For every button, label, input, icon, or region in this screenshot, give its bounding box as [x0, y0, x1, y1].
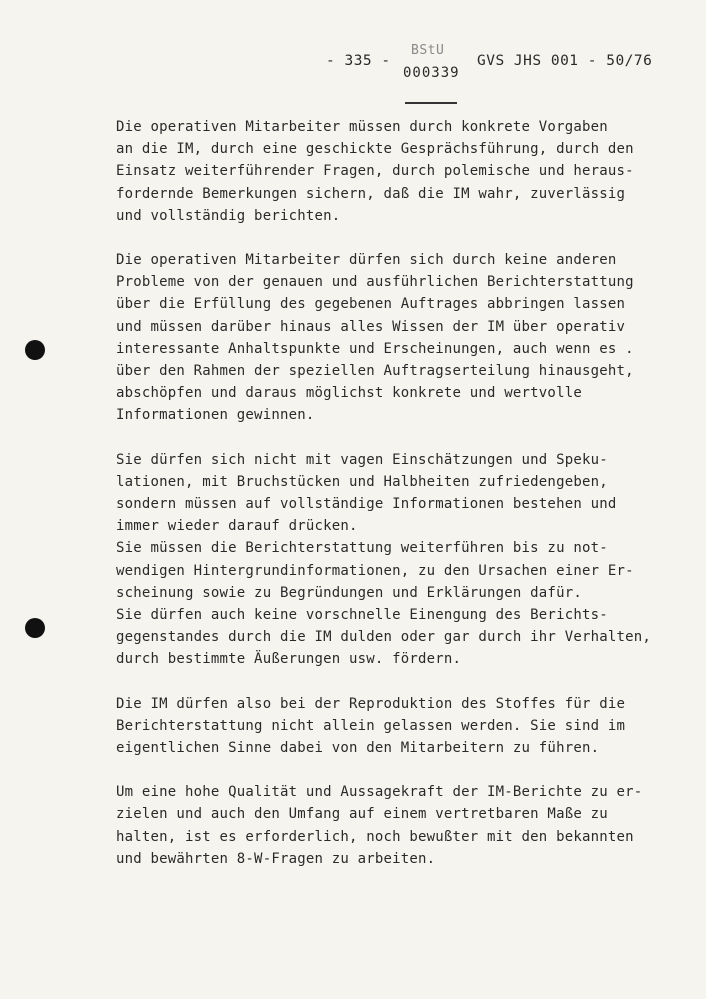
paragraph-gap	[116, 671, 676, 693]
body-text	[116, 116, 676, 870]
archive-stamp-label: BStU	[411, 43, 445, 58]
document-reference: GVS JHS 001 - 50/76	[477, 53, 653, 69]
punch-hole-top	[25, 340, 45, 360]
paragraph: Die operativen Mitarbeiter dürfen sich durch keine anderen Probleme von der genauen und ausführlichen Berichterstattung über die Erfüllung des gegebenen Auftrages abbringen lassen und müssen darüber hinaus alles Wissen der IM über operativ interessante Anhaltspunkte und Erscheinungen, auch wenn es . über den Rahmen der speziellen Auftragserteilung hinausgeht, abschöpfen und daraus möglichst konkrete und wertvolle Informationen gewinnen.	[116, 252, 634, 424]
page-number: - 335 -	[326, 53, 391, 69]
paragraph-gap	[116, 427, 676, 449]
paragraph: Sie dürfen sich nicht mit vagen Einschätzungen und Speku- lationen, mit Bruchstücken und Halbheiten zufriedengeben, sondern müssen auf vollständige Informationen bestehen und immer wieder darauf drücken. Sie müssen die Berichterstattung weiterführen bis zu not- wendigen Hintergrundinformationen, zu den Ursachen einer Er- scheinung sowie zu Begründungen und Erklärungen dafür. Sie dürfen auch keine vorschnelle Einengung des Berichts- gegenstandes durch die IM dulden oder gar durch ihr Verhalten, durch bestimmte Äußerungen usw. fördern.	[116, 451, 651, 668]
paragraph: Die operativen Mitarbeiter müssen durch konkrete Vorgaben an die IM, durch eine geschickte Gesprächsführung, durch den Einsatz weiterführender Fragen, durch polemische und heraus- fordernde Bemerkungen sichern, daß die IM wahr, zuverlässig und vollständig berichten.	[116, 119, 634, 224]
archive-stamp-number: 000339	[403, 65, 460, 81]
paragraph: Die IM dürfen also bei der Reproduktion des Stoffes für die Berichterstattung nicht allein gelassen werden. Sie sind im eigentlichen Sinne dabei von den Mitarbeitern zu führen.	[116, 695, 626, 757]
punch-hole-bottom	[25, 618, 45, 638]
page-header	[0, 43, 706, 108]
paragraph-gap	[116, 759, 676, 781]
header-underline	[405, 102, 457, 104]
paragraph: Um eine hohe Qualität und Aussagekraft der IM-Berichte zu er- zielen und auch den Umfang auf einem vertretbaren Maße zu halten, ist es erforderlich, noch bewußter mit den bekannten und bewährten 8-W-Fragen zu arbeiten.	[116, 784, 643, 867]
paragraph-gap	[116, 227, 676, 249]
